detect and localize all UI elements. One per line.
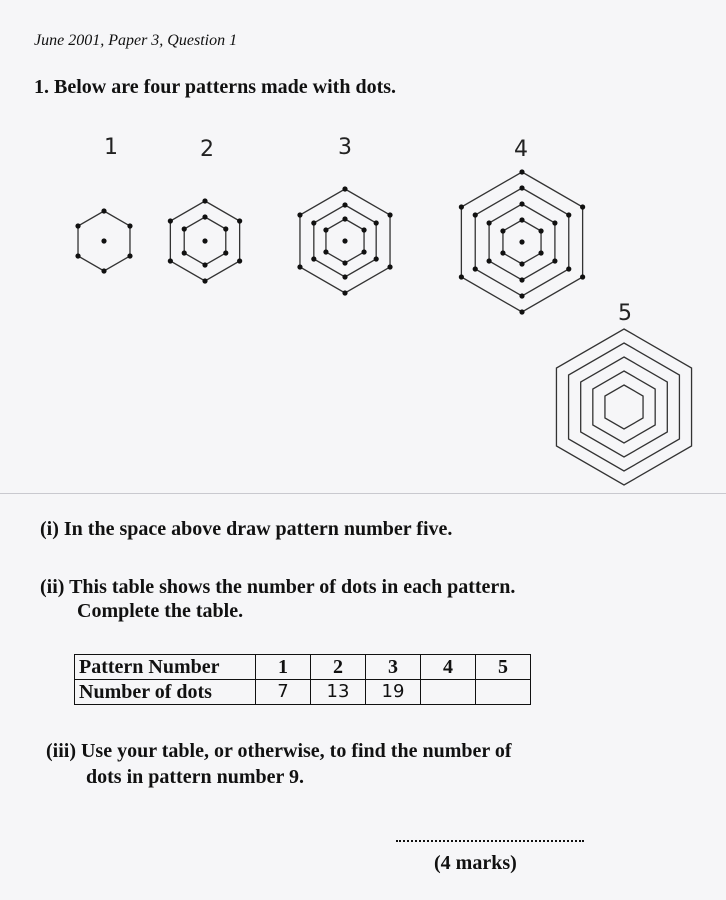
hexagon-ring (593, 371, 655, 443)
pattern-dot (519, 309, 524, 314)
pattern-dot (182, 250, 187, 255)
pattern-dot (311, 256, 316, 261)
part-iii-text: (iii) Use your table, or otherwise, to find the number of (46, 740, 512, 762)
pattern-dot (342, 290, 347, 295)
pattern-dot (580, 274, 585, 279)
hexagon-ring (556, 329, 691, 485)
question-title: 1. Below are four patterns made with dots. (34, 76, 397, 98)
pattern-dot (473, 266, 478, 271)
pattern-dot (519, 185, 524, 190)
pattern-dot (342, 260, 347, 265)
pattern-dot (223, 226, 228, 231)
pattern-dot (101, 238, 106, 243)
pattern-dot (237, 218, 242, 223)
dot-count-cell[interactable] (421, 680, 476, 705)
pattern-dot (75, 223, 80, 228)
pattern-dot (342, 238, 347, 243)
pattern-dot (75, 253, 80, 258)
pattern-dot (374, 256, 379, 261)
pattern-dot (374, 220, 379, 225)
pattern-dot (168, 218, 173, 223)
table-row (75, 680, 531, 705)
hexagon-patterns (75, 169, 691, 485)
dot-count-cell[interactable] (476, 680, 531, 705)
pattern-dot (202, 214, 207, 219)
pattern-label-3: 3 (338, 135, 352, 160)
pattern-dot (500, 228, 505, 233)
marks-label: (4 marks) (434, 852, 517, 874)
pattern-number-cell: 1 (256, 655, 311, 680)
pattern-dot (519, 239, 524, 244)
pattern-dot (297, 264, 302, 269)
pattern-dot (473, 212, 478, 217)
pattern-dot (297, 212, 302, 217)
hexagon-ring (605, 385, 643, 429)
pattern-dot (459, 274, 464, 279)
pattern-dot (182, 226, 187, 231)
part-i-text: (i) In the space above draw pattern number five. (40, 518, 453, 540)
dot-count-cell[interactable]: 13 (311, 680, 366, 705)
pattern-number-cell: 5 (476, 655, 531, 680)
pattern-dot (223, 250, 228, 255)
exam-header: June 2001, Paper 3, Question 1 (34, 32, 238, 49)
pattern-dot (202, 262, 207, 267)
dot-count-cell[interactable]: 7 (256, 680, 311, 705)
pattern-dot (566, 266, 571, 271)
pattern-dot (311, 220, 316, 225)
pattern-dot (519, 277, 524, 282)
pattern-dot (361, 227, 366, 232)
pattern-label-4: 4 (514, 137, 528, 162)
pattern-dot (387, 212, 392, 217)
part-iii-text-continued: dots in pattern number 9. (86, 766, 304, 788)
pattern-dot (127, 223, 132, 228)
pattern-dot (538, 228, 543, 233)
pattern-label-1: 1 (104, 135, 118, 160)
pattern-dot (361, 249, 366, 254)
dot-patterns-drawing (0, 120, 726, 500)
pattern-dot (519, 201, 524, 206)
pattern-label-2: 2 (200, 137, 214, 162)
pattern-dot (323, 249, 328, 254)
pattern-dot (168, 258, 173, 263)
pattern-dot (237, 258, 242, 263)
dot-count-cell[interactable]: 19 (366, 680, 421, 705)
table-row (75, 655, 531, 680)
pattern-dot (202, 238, 207, 243)
hexagon-ring (569, 343, 680, 471)
pattern-dot (519, 261, 524, 266)
pattern-dot (486, 220, 491, 225)
pattern-dot (519, 217, 524, 222)
part-ii-instruction: Complete the table. (77, 600, 244, 622)
pattern-dot (342, 216, 347, 221)
page-fold-line (0, 493, 726, 494)
pattern-dot (101, 208, 106, 213)
pattern-dot (101, 268, 106, 273)
pattern-dot (566, 212, 571, 217)
pattern-dot (500, 250, 505, 255)
pattern-number-cell: 2 (311, 655, 366, 680)
pattern-dot (519, 169, 524, 174)
pattern-number-cell: 3 (366, 655, 421, 680)
pattern-dot (538, 250, 543, 255)
answer-line[interactable] (396, 832, 584, 842)
row-header-pattern-number: Pattern Number (75, 655, 256, 680)
pattern-dot (459, 204, 464, 209)
row-header-number-of-dots: Number of dots (75, 680, 256, 705)
pattern-label-5: 5 (618, 301, 632, 326)
pattern-dot (519, 293, 524, 298)
pattern-dot (202, 198, 207, 203)
pattern-dot (387, 264, 392, 269)
pattern-dot (580, 204, 585, 209)
hexagon-ring (581, 357, 668, 457)
pattern-dot (323, 227, 328, 232)
pattern-dot (552, 220, 557, 225)
pattern-dot (486, 258, 491, 263)
pattern-dot (342, 274, 347, 279)
pattern-dot (342, 186, 347, 191)
pattern-dot (552, 258, 557, 263)
pattern-number-cell: 4 (421, 655, 476, 680)
pattern-dot (342, 202, 347, 207)
pattern-dot (202, 278, 207, 283)
pattern-dot (127, 253, 132, 258)
dots-table (74, 654, 531, 705)
part-ii-text: (ii) This table shows the number of dots in each pattern. (40, 576, 516, 598)
